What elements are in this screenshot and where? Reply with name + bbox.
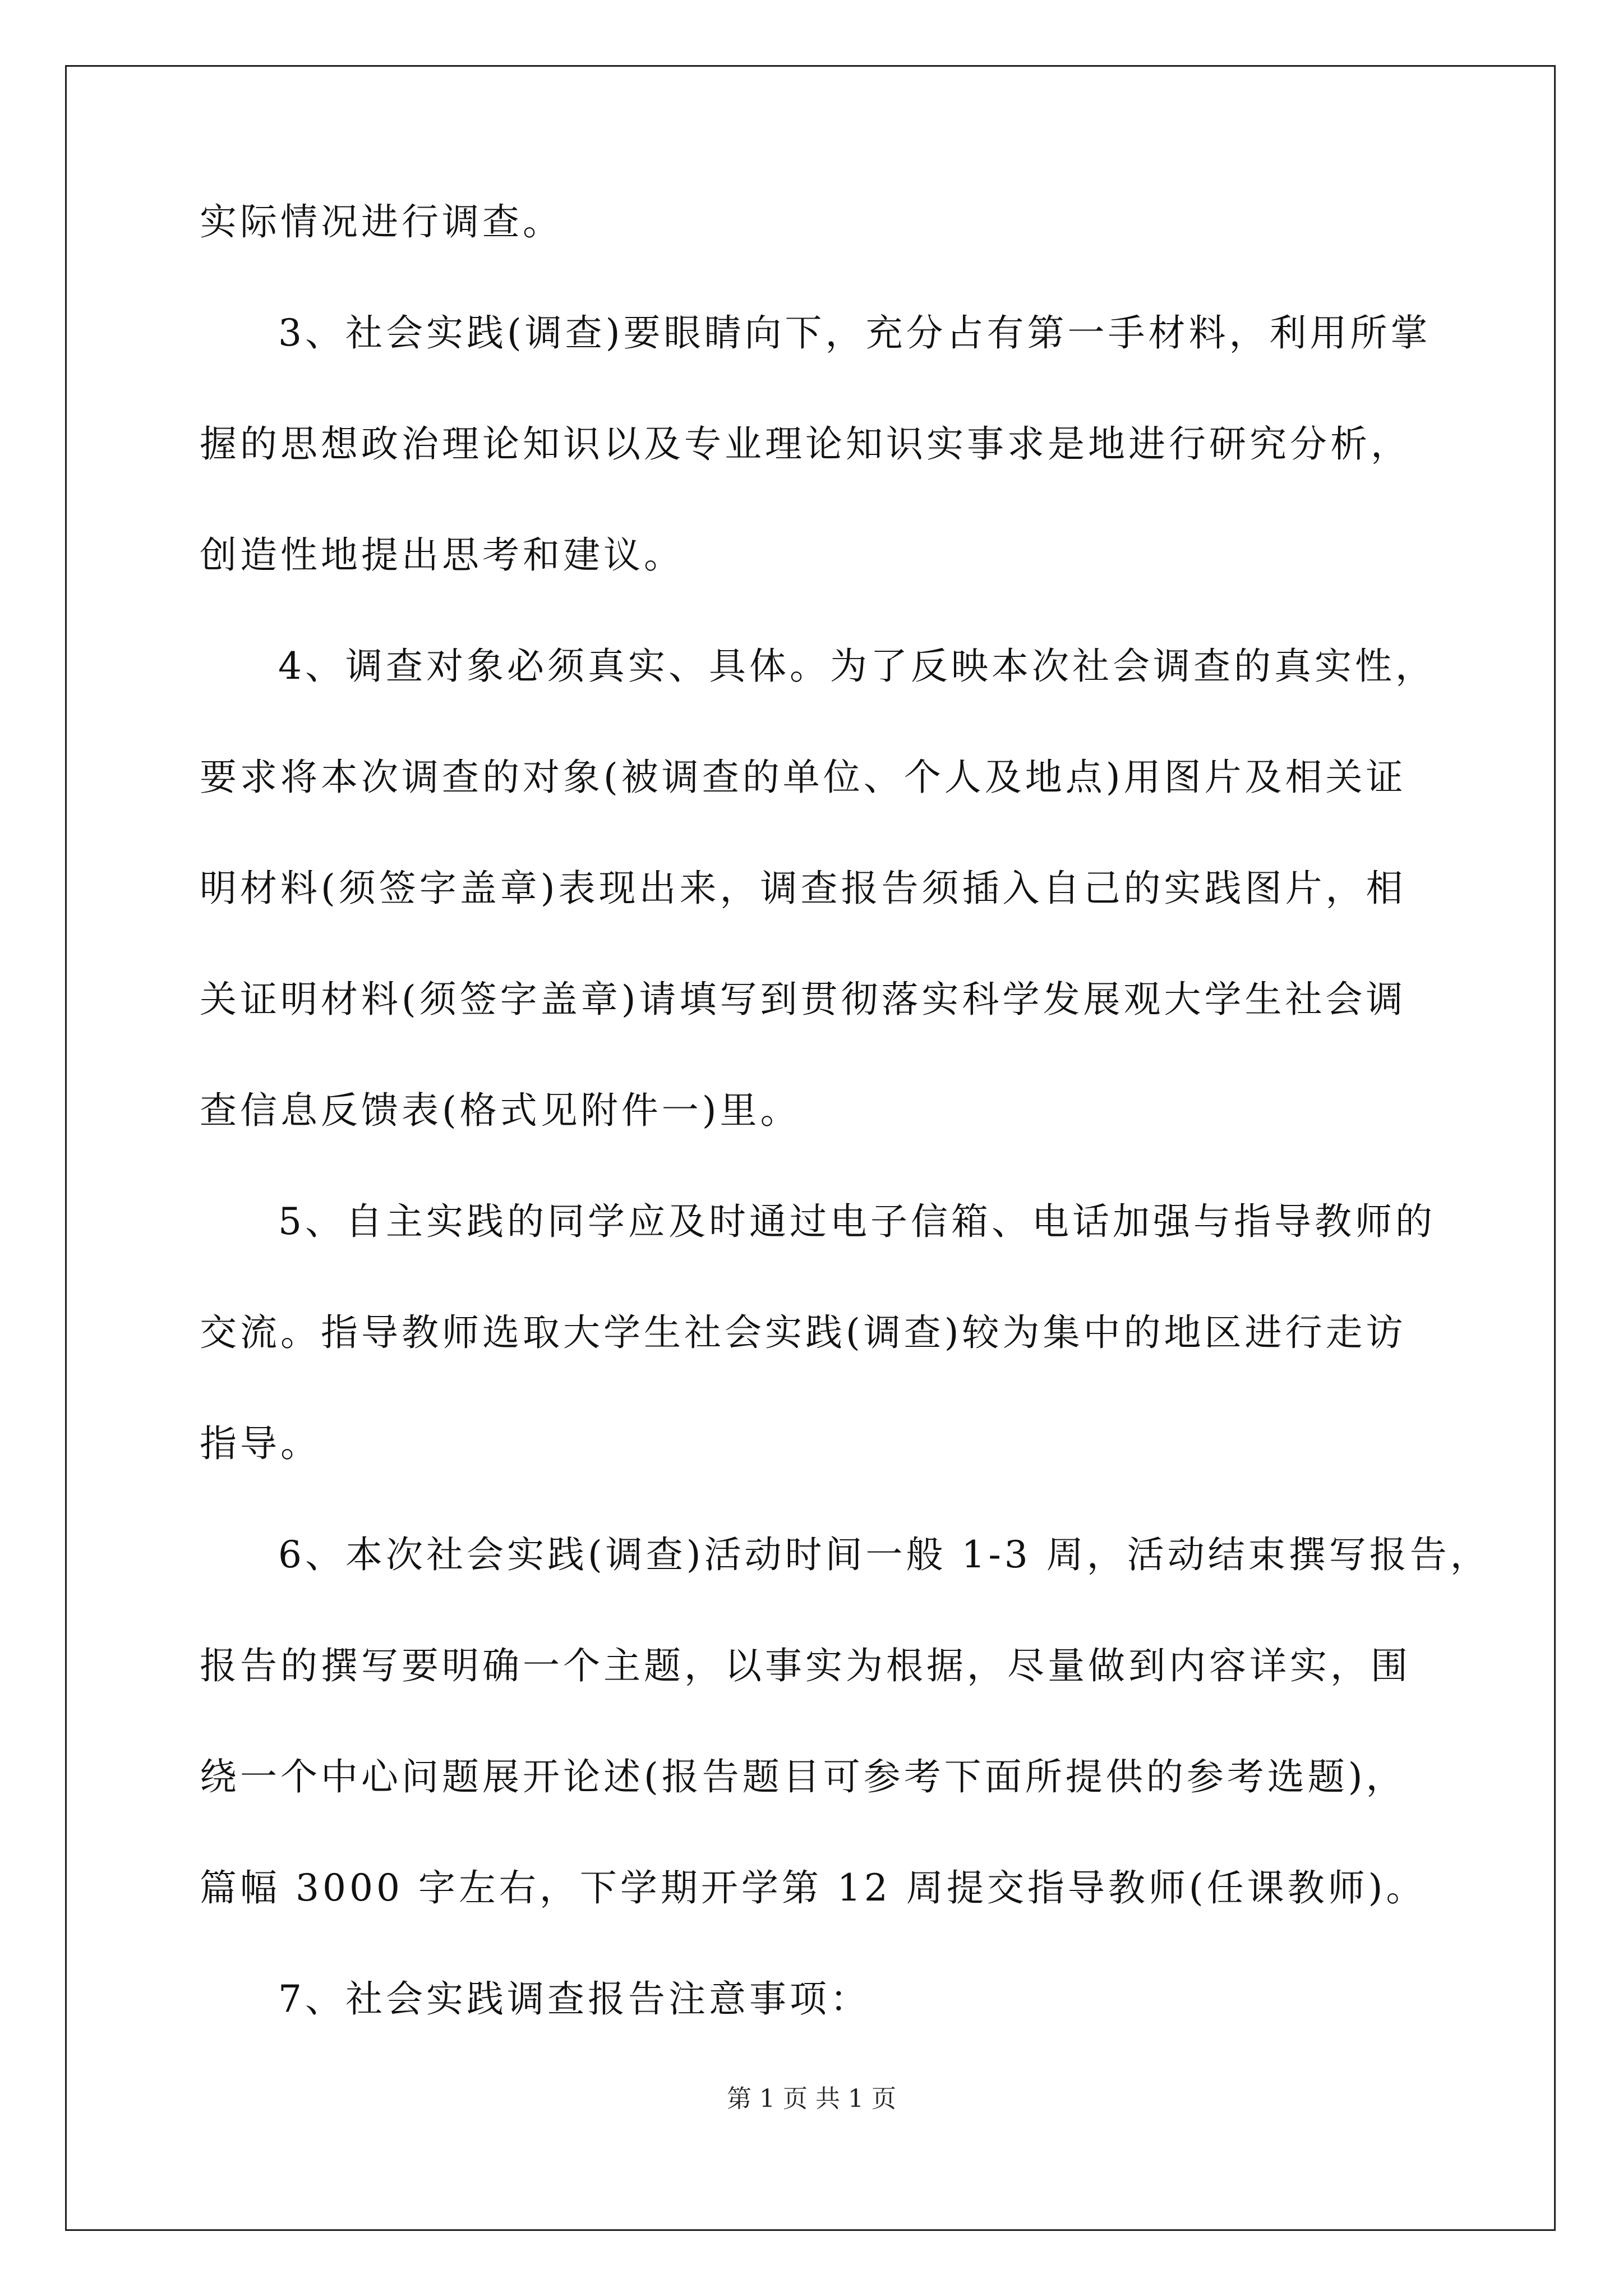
text-line: 报告的撰写要明确一个主题，以事实为根据，尽量做到内容详实，围 — [200, 1644, 1411, 1687]
text-line: 要求将本次调查的对象(被调查的单位、个人及地点)用图片及相关证 — [200, 756, 1407, 799]
text-line: 绕一个中心问题展开论述(报告题目可参考下面所提供的参考选题)， — [200, 1755, 1407, 1798]
text-line: 指导。 — [200, 1422, 321, 1465]
text-line: 关证明材料(须签字盖章)请填写到贯彻落实科学发展观大学生社会调 — [200, 978, 1407, 1021]
text-line: 明材料(须签字盖章)表现出来，调查报告须插入自己的实践图片，相 — [200, 867, 1407, 910]
text-line: 篇幅 3000 字左右，下学期开学第 12 周提交指导教师(任课教师)。 — [200, 1866, 1427, 1910]
text-line: 查信息反馈表(格式见附件一)里。 — [200, 1089, 801, 1132]
text-line: 创造性地提出思考和建议。 — [200, 533, 684, 577]
page-footer: 第 1 页 共 1 页 — [727, 2085, 896, 2113]
text-line: 5、自主实践的同学应及时通过电子信箱、电话加强与指导教师的 — [278, 1200, 1436, 1243]
text-line: 握的思想政治理论知识以及专业理论知识实事求是地进行研究分析， — [200, 422, 1411, 466]
text-line: 3、社会实践(调查)要眼睛向下，充分占有第一手材料，利用所掌 — [278, 311, 1431, 355]
text-line: 6、本次社会实践(调查)活动时间一般 1-3 周，活动结束撰写报告， — [278, 1533, 1491, 1576]
text-line: 实际情况进行调查。 — [200, 200, 563, 243]
text-line: 7、社会实践调查报告注意事项： — [278, 1977, 870, 2021]
text-line: 4、调查对象必须真实、具体。为了反映本次社会调查的真实性， — [278, 645, 1436, 688]
text-line: 交流。指导教师选取大学生社会实践(调查)较为集中的地区进行走访 — [200, 1311, 1407, 1354]
